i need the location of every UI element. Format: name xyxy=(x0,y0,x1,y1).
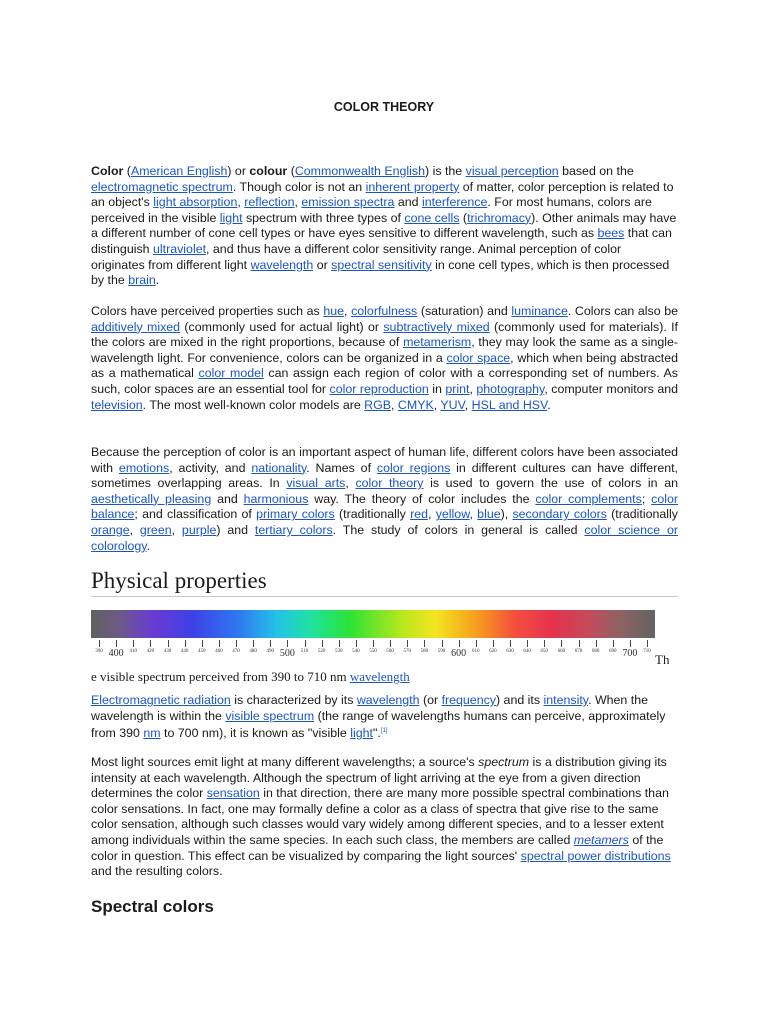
link-subtractively-mixed[interactable]: subtractively mixed xyxy=(383,319,490,334)
link-frequency[interactable]: frequency xyxy=(441,693,496,707)
link-luminance[interactable]: luminance xyxy=(511,304,568,318)
text-run: ( xyxy=(287,164,295,178)
link-reflection[interactable]: reflection xyxy=(244,195,295,210)
footnote-ref[interactable]: [1] xyxy=(380,728,388,735)
spectrum-tick-labels xyxy=(91,649,655,661)
text-run: . For most humans, colors are perceived in the visible xyxy=(91,195,652,225)
text-run: . Colors can also be xyxy=(567,304,678,318)
paragraph-properties xyxy=(91,304,678,413)
text-run: ". xyxy=(372,726,381,741)
text-run: , xyxy=(345,476,356,491)
text-run: based on the xyxy=(558,164,634,178)
paragraph-intro xyxy=(91,164,678,289)
link-trichromacy[interactable]: trichromacy xyxy=(467,210,532,225)
link-brain[interactable]: brain xyxy=(128,273,156,288)
text-run: Because the perception of color is an important aspect of human life, different colors have been associated with xyxy=(91,445,678,475)
spectrum-tick-label: 430 xyxy=(163,649,172,654)
link-visual-perception[interactable]: visual perception xyxy=(465,164,559,178)
spectrum-tick xyxy=(459,640,460,647)
spectrum-tick-label: 510 xyxy=(300,649,309,654)
spectrum-tick xyxy=(202,640,203,647)
text-run: to 700 nm), it is known as "visible xyxy=(160,726,351,741)
spectrum-tick-label: 590 xyxy=(437,649,446,654)
link-color-balance[interactable]: color balance xyxy=(91,491,678,522)
spectrum-tick xyxy=(493,640,494,647)
text-run: in xyxy=(428,381,446,396)
spectrum-tick-label: 560 xyxy=(386,649,394,654)
spectrum-tick xyxy=(630,640,631,647)
spectrum-tick-label: 470 xyxy=(232,649,240,654)
link-yuv[interactable]: YUV xyxy=(440,397,465,412)
spectrum-tick xyxy=(116,640,117,647)
text-run: . xyxy=(547,397,551,412)
text-run: ( xyxy=(123,164,131,178)
spectrum-tick-label: 480 xyxy=(249,649,257,654)
link-metamers[interactable]: metamers xyxy=(573,832,629,847)
text-run: colour xyxy=(249,164,288,178)
spectrum-tick xyxy=(287,640,288,647)
text-run: (traditionally xyxy=(606,507,678,522)
link-additively-mixed[interactable]: additively mixed xyxy=(91,319,181,334)
link-color-regions[interactable]: color regions xyxy=(376,460,451,475)
text-run: ) or xyxy=(227,164,250,178)
link-inherent-property[interactable]: inherent property xyxy=(365,179,460,194)
spectrum-tick xyxy=(236,640,237,647)
link-purple[interactable]: purple xyxy=(181,522,217,537)
spectrum-tick xyxy=(99,640,100,647)
text-run: . When the wavelength is within the xyxy=(91,693,648,723)
link-light[interactable]: light xyxy=(350,726,373,741)
text-run: is a distribution giving its intensity at each wavelength. Although the spectrum of light arriving at the eye from a given direction determines the color xyxy=(91,755,667,801)
heading-spectral-colors: Spectral colors xyxy=(91,897,214,916)
text-run: , which when being abstracted as a mathematical xyxy=(91,350,679,381)
text-run: ) and xyxy=(216,522,255,537)
spectrum-tick xyxy=(322,640,323,647)
link-tertiary-colors[interactable]: tertiary colors xyxy=(254,522,333,537)
spectrum-tick-label: 640 xyxy=(523,649,531,654)
text-run: , they may look the same as a single-wavelength light. For convenience, colors can be organized in a xyxy=(91,335,679,365)
link-cone-cells[interactable]: cone cells xyxy=(404,210,460,225)
link-ultraviolet[interactable]: ultraviolet xyxy=(153,241,207,256)
spectrum-tick-label: 550 xyxy=(369,649,377,654)
link-metamerism[interactable]: metamerism xyxy=(403,335,472,350)
link-hsl-and-hsv[interactable]: HSL and HSV xyxy=(471,397,548,412)
text-run: , xyxy=(469,507,478,522)
link-hue[interactable]: hue xyxy=(323,304,345,318)
spectrum-tick xyxy=(579,640,580,647)
link-photography[interactable]: photography xyxy=(476,381,545,396)
spectrum-tick xyxy=(390,640,391,647)
spectrum-tick xyxy=(339,640,340,647)
link-american-english[interactable]: American English xyxy=(130,164,228,178)
text-run: of the color in question. This effect can be visualized by comparing the light sources' xyxy=(91,832,664,863)
spectrum-tick-label: 650 xyxy=(540,649,548,654)
text-run: . The most well-known color models are xyxy=(142,397,365,412)
spectrum-tick-label: 600 xyxy=(451,648,467,659)
document-title: COLOR THEORY xyxy=(333,100,435,114)
spectrum-tick-label: 660 xyxy=(557,649,566,654)
spectrum-tick-label: 620 xyxy=(489,649,497,654)
spectrum-tick-label: 520 xyxy=(317,649,326,654)
link-color-space[interactable]: color space xyxy=(446,350,511,365)
link-sensation[interactable]: sensation xyxy=(206,786,260,801)
spectrum-tick xyxy=(133,640,134,647)
spectrum-tick-label: 580 xyxy=(420,649,429,654)
spectrum-tick-label: 540 xyxy=(352,649,360,654)
link-color-complements[interactable]: color complements xyxy=(535,491,642,506)
caption-start: Th xyxy=(655,652,670,667)
spectrum-tick-label: 690 xyxy=(609,649,617,654)
spectrum-tick xyxy=(613,640,614,647)
link-visual-arts[interactable]: visual arts xyxy=(286,476,346,491)
spectrum-tick xyxy=(442,640,443,647)
text-run: is characterized by its xyxy=(230,693,357,707)
link-color-theory[interactable]: color theory xyxy=(355,476,424,491)
text-run: Color xyxy=(91,164,124,178)
text-run: Colors have perceived properties such as xyxy=(91,304,324,318)
text-run: . Though color is not an xyxy=(232,179,366,194)
paragraph-light-sources xyxy=(91,755,678,880)
spectrum-tick-label: 450 xyxy=(198,649,206,654)
spectrum-tick xyxy=(270,640,271,647)
text-run: , xyxy=(391,397,398,412)
text-run: , xyxy=(171,522,182,537)
link-rgb[interactable]: RGB xyxy=(364,397,392,412)
link-wavelength[interactable]: wavelength xyxy=(356,693,420,707)
spectrum-tick xyxy=(596,640,597,647)
spectrum-tick xyxy=(168,640,169,647)
link-emission-spectra[interactable]: emission spectra xyxy=(301,195,395,210)
spectrum-tick xyxy=(510,640,511,647)
text-run: , xyxy=(237,195,245,210)
text-run: , activity, and xyxy=(169,460,252,475)
link-nationality[interactable]: nationality xyxy=(251,460,307,475)
paragraph-perception xyxy=(91,445,678,554)
text-run: ) is the xyxy=(425,164,466,178)
spectrum-tick-label: 610 xyxy=(472,649,480,654)
text-run: spectrum with three types of xyxy=(242,210,405,225)
paragraph-radiation xyxy=(91,693,678,742)
text-run: (traditionally xyxy=(334,507,411,522)
spectrum-tick xyxy=(150,640,151,647)
text-run: . Names of xyxy=(306,460,377,475)
text-run: is used to govern the use of colors in an xyxy=(423,476,679,491)
text-run: ; xyxy=(641,491,652,506)
text-run: ; and classification of xyxy=(134,507,257,522)
text-run: of matter, color perception is related to an object's xyxy=(91,179,674,210)
spectrum-tick-label: 420 xyxy=(146,649,155,654)
caption-text: e visible spectrum perceived from 390 to 710 nm xyxy=(91,669,347,684)
link-orange[interactable]: orange xyxy=(91,522,130,537)
spectrum-tick xyxy=(373,640,374,647)
spectrum-tick-label: 500 xyxy=(279,648,295,659)
spectrum-tick xyxy=(356,640,357,647)
link-interference[interactable]: interference xyxy=(421,195,488,210)
text-run: , xyxy=(464,397,472,412)
text-run: , xyxy=(428,507,436,522)
link-emotions[interactable]: emotions xyxy=(118,460,170,475)
spectrum-tick-label: 460 xyxy=(215,649,223,654)
link-cmyk[interactable]: CMYK xyxy=(397,397,434,412)
link-television[interactable]: television xyxy=(91,397,143,412)
spectrum-tick xyxy=(305,640,306,647)
link-visible-spectrum[interactable]: visible spectrum xyxy=(225,708,315,723)
text-run: and xyxy=(394,195,422,210)
link-green[interactable]: green xyxy=(139,522,172,537)
text-run: in different cultures can have different, sometimes overlapping areas. In xyxy=(91,460,678,491)
spectrum-tick-label: 680 xyxy=(591,649,600,654)
text-run: ). Other animals may have a different number of cone cell types or have eyes sensitive to different wavelength, such as xyxy=(91,210,677,241)
link-commonwealth-english[interactable]: Commonwealth English xyxy=(294,164,426,178)
text-run: in cone cell types, which is then processed by the xyxy=(91,257,670,288)
text-run: (the range of wavelengths humans can perceive, approximately from 390 xyxy=(91,708,666,741)
text-run: , xyxy=(294,195,302,210)
link-primary-colors[interactable]: primary colors xyxy=(256,507,335,522)
spectrum-tick-label: 530 xyxy=(335,649,343,654)
link-aesthetically-pleasing[interactable]: aesthetically pleasing xyxy=(91,491,212,506)
text-run: . The study of colors in general is called xyxy=(332,522,585,537)
text-run: Most light sources emit light at many different wavelengths; a source's xyxy=(91,755,479,769)
spectrum-tick xyxy=(424,640,425,647)
text-run: and xyxy=(211,491,244,506)
spectrum-tick-label: 710 xyxy=(643,649,651,654)
text-run: , xyxy=(344,304,352,318)
text-run: (commonly used for materials). If the colors are mixed in the right proportions, because of xyxy=(91,319,678,350)
visible-spectrum-image xyxy=(91,610,655,638)
link-color-reproduction[interactable]: color reproduction xyxy=(329,381,429,396)
text-run: . xyxy=(155,273,160,288)
text-run: , computer monitors and xyxy=(544,381,679,396)
text-run: ), xyxy=(500,507,513,522)
text-run: ( xyxy=(459,210,468,225)
link-electromagnetic-radiation[interactable]: Electromagnetic radiation xyxy=(91,693,231,707)
spectrum-tick-label: 400 xyxy=(108,648,124,659)
heading-physical-properties: Physical properties xyxy=(91,568,267,593)
spectrum-tick-label: 410 xyxy=(129,649,137,654)
link-color-science-or-colorology[interactable]: color science or colorology xyxy=(91,522,678,553)
text-run: or xyxy=(313,257,332,272)
link-harmonious[interactable]: harmonious xyxy=(243,491,309,506)
spectrum-tick-label: 700 xyxy=(622,648,638,659)
spectrum-tick-label: 490 xyxy=(266,649,274,654)
spectrum-tick xyxy=(185,640,186,647)
text-run: . xyxy=(146,538,151,553)
link-secondary-colors[interactable]: secondary colors xyxy=(512,507,607,522)
text-run: , xyxy=(469,381,477,396)
link-red[interactable]: red xyxy=(410,507,429,522)
spectrum-tick xyxy=(561,640,562,647)
spectrum-tick xyxy=(253,640,254,647)
link-yellow[interactable]: yellow xyxy=(435,507,470,522)
text-run: ) and its xyxy=(495,693,544,707)
text-run: (commonly used for actual light) or xyxy=(180,319,384,334)
link-electromagnetic-spectrum[interactable]: electromagnetic spectrum xyxy=(91,179,233,194)
spectrum-tick-label: 630 xyxy=(506,649,514,654)
text-run: , xyxy=(129,522,140,537)
spectrum-tick-label: 440 xyxy=(180,649,189,654)
spectrum-tick-label: 570 xyxy=(403,649,411,654)
spectrum-tick-label: 390 xyxy=(95,649,103,654)
spectrum-tick xyxy=(647,640,648,647)
link-nm[interactable]: nm xyxy=(143,726,161,741)
caption-wavelength-link[interactable]: wavelength xyxy=(349,669,410,684)
text-run: (or xyxy=(419,693,442,707)
link-intensity[interactable]: intensity xyxy=(543,693,589,707)
spectrum-tick xyxy=(544,640,545,647)
link-print[interactable]: print xyxy=(445,381,470,396)
text-run: (saturation) and xyxy=(417,304,512,318)
text-run: , and thus have a different color sensitivity range. Animal perception of color originates from different light xyxy=(91,241,622,272)
link-spectral-sensitivity[interactable]: spectral sensitivity xyxy=(331,257,432,272)
link-light[interactable]: light xyxy=(219,210,243,225)
link-bees[interactable]: bees xyxy=(597,226,625,241)
spectrum-tick xyxy=(476,640,477,647)
heading-rule xyxy=(91,596,678,597)
text-run: in that direction, there are many more possible spectral combinations than color sensations. In fact, one may formally define a color as a class of spectra that give rise to the same color sensation, although such classes would vary widely among different species, and to a lesser extent among individuals within the same species. In each such class, the members are called xyxy=(91,786,669,847)
link-spectral-power-distributions[interactable]: spectral power distributions xyxy=(520,848,671,863)
link-wavelength[interactable]: wavelength xyxy=(250,257,314,272)
text-run: can assign each region of color with a corresponding set of numbers. As such, color spaces are an essential tool for xyxy=(91,366,678,396)
text-run: and the resulting colors. xyxy=(91,864,223,879)
spectrum-caption xyxy=(91,669,410,685)
link-light-absorption[interactable]: light absorption xyxy=(153,195,238,210)
link-blue[interactable]: blue xyxy=(477,507,501,522)
spectrum-tick-label: 670 xyxy=(574,649,583,654)
link-colorfulness[interactable]: colorfulness xyxy=(351,304,418,318)
text-run: spectrum xyxy=(478,755,530,769)
spectrum-tick xyxy=(407,640,408,647)
link-color-model[interactable]: color model xyxy=(198,366,264,381)
spectrum-tick xyxy=(527,640,528,647)
text-run: that can distinguish xyxy=(91,226,672,256)
spectrum-tick xyxy=(219,640,220,647)
text-run: way. The theory of color includes the xyxy=(308,491,536,506)
text-run: , xyxy=(433,397,441,412)
